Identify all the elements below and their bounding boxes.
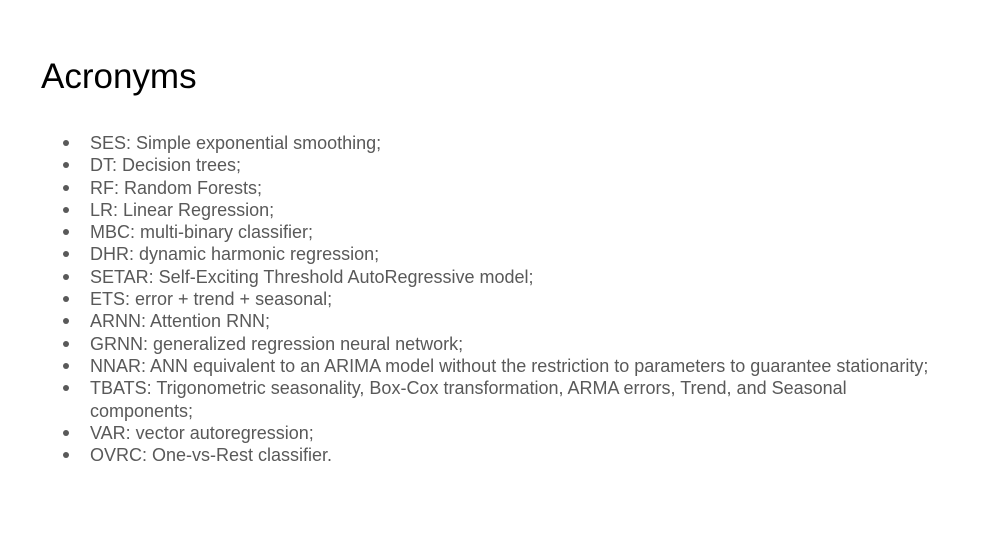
list-item [63,154,945,176]
bullet-icon [63,251,69,257]
bullet-icon [63,341,69,347]
list-item-text: OVRC: One-vs-Rest classifier. [90,445,333,466]
list-item [63,266,945,288]
list-item-text: SETAR: Self-Exciting Threshold AutoRegressive model; [90,266,534,287]
list-item-text: DHR: dynamic harmonic regression; [90,244,380,265]
list-item [63,177,945,199]
bullet-icon [63,318,69,324]
list-item-text: RF: Random Forests; [90,177,263,198]
bullet-icon [63,296,69,302]
bullet-icon [63,430,69,436]
acronym-list [63,132,945,466]
list-item [63,355,945,377]
list-item-text: LR: Linear Regression; [90,199,275,220]
list-item-text: TBATS: Trigonometric seasonality, Box-Cox transformation, ARMA errors, Trend, and Seasonal components; [90,378,847,421]
list-item [63,444,945,466]
list-item-text: SES: Simple exponential smoothing; [90,133,382,153]
list-item-text: MBC: multi-binary classifier; [90,222,314,243]
list-item-text: ETS: error + trend + seasonal; [90,289,333,310]
list-item-text: GRNN: generalized regression neural network; [90,333,464,354]
list-item-text: NNAR: ANN equivalent to an ARIMA model without the restriction to parameters to guarantee stationarity; [90,355,929,376]
bullet-icon [63,207,69,213]
bullet-icon [63,229,69,235]
bullet-icon [63,452,69,458]
list-item [63,333,945,355]
bullet-icon [63,274,69,280]
bullet-icon [63,185,69,191]
list-item [63,377,945,422]
list-item-text: ARNN: Attention RNN; [90,311,271,332]
bullet-icon [63,162,69,168]
bullet-icon [63,385,69,391]
bullet-icon [63,140,69,146]
list-item [63,199,945,221]
bullet-icon [63,363,69,369]
list-item-text: DT: Decision trees; [90,155,242,176]
list-item [63,243,945,265]
list-item [63,221,945,243]
list-item [63,422,945,444]
list-item [63,288,945,310]
list-item [63,310,945,332]
slide-title: Acronyms [41,57,197,96]
list-item-text: VAR: vector autoregression; [90,422,314,443]
list-item [63,132,945,154]
